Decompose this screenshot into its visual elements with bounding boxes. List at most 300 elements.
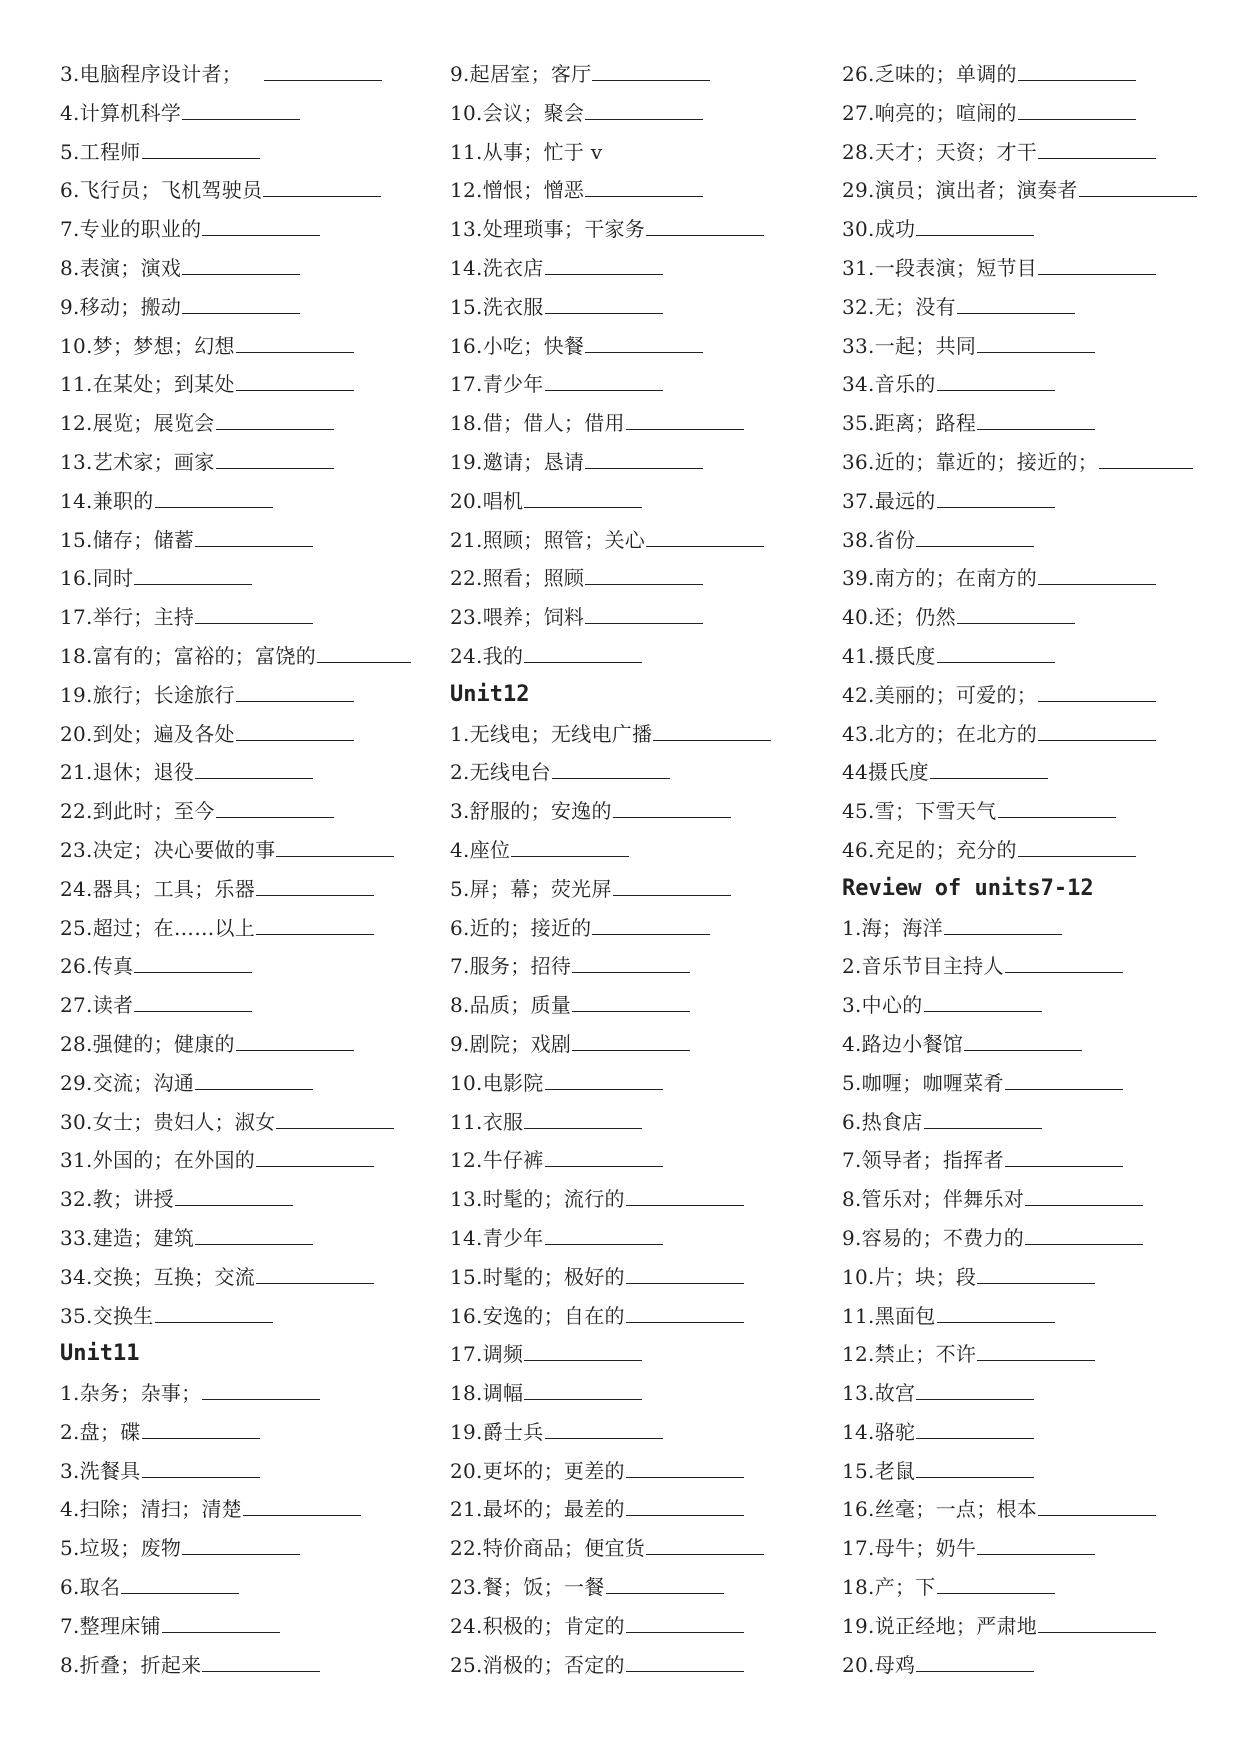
answer-blank[interactable] <box>1018 95 1136 120</box>
answer-blank[interactable] <box>202 211 320 236</box>
answer-blank[interactable] <box>1079 172 1197 197</box>
answer-blank[interactable] <box>964 1026 1082 1051</box>
vocab-prompt: 2.无线电台 <box>450 760 551 785</box>
vocab-prompt: 25.超过；在……以上 <box>60 915 256 940</box>
answer-blank[interactable] <box>626 1491 744 1516</box>
answer-blank[interactable] <box>916 1647 1034 1672</box>
vocab-prompt: 17.调频 <box>450 1342 524 1367</box>
vocab-prompt: 44摄氏度 <box>842 760 929 785</box>
vocab-item <box>450 1607 800 1646</box>
answer-blank[interactable] <box>1018 56 1136 81</box>
vocab-prompt: 14.骆驼 <box>842 1419 916 1444</box>
answer-blank[interactable] <box>236 677 354 702</box>
answer-blank[interactable] <box>916 522 1034 547</box>
vocab-item <box>60 1452 410 1491</box>
vocab-prompt: 16.丝毫；一点；根本 <box>842 1497 1038 1522</box>
vocab-item <box>450 1646 800 1685</box>
vocab-item <box>450 1103 800 1142</box>
vocab-item <box>842 1297 1202 1336</box>
section-heading: Review of units7-12 <box>842 875 1094 901</box>
vocab-item <box>60 210 410 249</box>
vocab-item <box>842 288 1202 327</box>
vocab-prompt: 24.器具；工具；乐器 <box>60 876 256 901</box>
answer-blank[interactable] <box>155 483 273 508</box>
vocab-item <box>450 947 800 986</box>
answer-blank[interactable] <box>195 1065 313 1090</box>
vocab-item <box>60 831 410 870</box>
vocab-item <box>842 1335 1202 1374</box>
vocab-prompt: 8.表演；演戏 <box>60 255 182 280</box>
answer-blank[interactable] <box>1018 832 1136 857</box>
answer-blank[interactable] <box>1005 1142 1123 1167</box>
answer-blank[interactable] <box>134 987 252 1012</box>
vocab-item <box>60 986 410 1025</box>
answer-blank[interactable] <box>264 56 382 81</box>
vocab-item <box>842 94 1202 133</box>
vocab-prompt: 13.处理琐事；干家务 <box>450 217 646 242</box>
vocab-item <box>842 947 1202 986</box>
answer-blank[interactable] <box>977 328 1095 353</box>
vocab-item <box>450 559 800 598</box>
vocab-prompt: 4.计算机科学 <box>60 100 182 125</box>
answer-blank[interactable] <box>545 366 663 391</box>
answer-blank[interactable] <box>1025 1220 1143 1245</box>
vocab-prompt: 29.演员；演出者；演奏者 <box>842 178 1078 203</box>
vocab-prompt: 6.飞行员；飞机驾驶员 <box>60 178 263 203</box>
answer-blank[interactable] <box>998 793 1116 818</box>
answer-blank[interactable] <box>202 1647 320 1672</box>
vocab-prompt: 26.乏味的；单调的 <box>842 62 1017 86</box>
answer-blank[interactable] <box>653 716 771 741</box>
vocab-prompt: 22.特价商品；便宜货 <box>450 1536 646 1561</box>
answer-blank[interactable] <box>626 1453 744 1478</box>
answer-blank[interactable] <box>626 405 744 430</box>
vocab-prompt: 12.展览；展览会 <box>60 411 215 436</box>
answer-blank[interactable] <box>182 289 300 314</box>
vocab-prompt: 14.洗衣店 <box>450 255 544 280</box>
answer-blank[interactable] <box>511 832 629 857</box>
answer-blank[interactable] <box>1038 134 1156 159</box>
vocab-item <box>450 1529 800 1568</box>
answer-blank[interactable] <box>585 599 703 624</box>
answer-blank[interactable] <box>613 871 731 896</box>
answer-blank[interactable] <box>162 1608 280 1633</box>
vocab-item <box>842 1452 1202 1491</box>
vocab-prompt: 43.北方的；在北方的 <box>842 721 1038 746</box>
vocab-item <box>60 482 410 521</box>
answer-blank[interactable] <box>545 289 663 314</box>
vocab-prompt: 18.产；下 <box>842 1575 936 1600</box>
vocab-item <box>842 1413 1202 1452</box>
answer-blank[interactable] <box>182 1530 300 1555</box>
vocab-item <box>60 288 410 327</box>
answer-blank[interactable] <box>1099 444 1193 469</box>
vocab-prompt: 1.海；海洋 <box>842 915 943 940</box>
vocab-item <box>60 404 410 443</box>
vocab-prompt: 3.洗餐具 <box>60 1458 141 1483</box>
vocab-item <box>60 1258 410 1297</box>
answer-blank[interactable] <box>256 871 374 896</box>
vocab-prompt: 23.决定；决心要做的事 <box>60 837 276 862</box>
answer-blank[interactable] <box>182 250 300 275</box>
vocab-prompt: 5.垃圾；废物 <box>60 1536 182 1561</box>
answer-blank[interactable] <box>613 793 731 818</box>
vocab-item <box>842 404 1202 443</box>
vocab-prompt: 34.音乐的 <box>842 372 936 397</box>
answer-blank[interactable] <box>236 716 354 741</box>
vocab-prompt: 13.时髦的；流行的 <box>450 1187 625 1212</box>
vocab-prompt: 1.无线电；无线电广播 <box>450 721 653 746</box>
answer-blank[interactable] <box>545 1142 663 1167</box>
vocab-item <box>450 249 800 288</box>
answer-blank[interactable] <box>524 1336 642 1361</box>
vocab-prompt: 2.盘；碟 <box>60 1419 141 1444</box>
answer-blank[interactable] <box>243 1491 361 1516</box>
vocab-prompt: 35.距离；路程 <box>842 411 977 436</box>
vocab-prompt: 22.到此时；至今 <box>60 799 215 824</box>
vocab-item <box>60 715 410 754</box>
vocab-item <box>842 1646 1202 1685</box>
column-left <box>60 55 410 1684</box>
answer-blank[interactable] <box>216 444 334 469</box>
answer-blank[interactable] <box>1038 716 1156 741</box>
answer-blank[interactable] <box>216 405 334 430</box>
vocab-item <box>60 443 410 482</box>
vocab-item <box>842 443 1202 482</box>
vocab-prompt: 4.路边小餐馆 <box>842 1031 964 1056</box>
vocab-item <box>450 1025 800 1064</box>
vocab-prompt: 10.电影院 <box>450 1070 544 1095</box>
answer-blank[interactable] <box>572 1026 690 1051</box>
vocab-item <box>450 753 800 792</box>
vocab-prompt: 19.爵士兵 <box>450 1419 544 1444</box>
vocab-item <box>60 365 410 404</box>
answer-blank[interactable] <box>1038 1491 1156 1516</box>
vocab-item <box>450 94 800 133</box>
vocab-prompt: 6.取名 <box>60 1575 121 1600</box>
vocab-item <box>842 637 1202 676</box>
vocab-prompt: 8.管乐对；伴舞乐对 <box>842 1187 1025 1212</box>
answer-blank[interactable] <box>195 599 313 624</box>
answer-blank[interactable] <box>276 1104 394 1129</box>
vocab-prompt: 8.品质；质量 <box>450 993 572 1018</box>
vocab-item <box>60 94 410 133</box>
vocab-item <box>842 133 1202 172</box>
vocab-prompt: 20.唱机 <box>450 488 524 513</box>
vocab-item <box>60 1646 410 1685</box>
vocab-item <box>842 1141 1202 1180</box>
answer-blank[interactable] <box>916 1414 1034 1439</box>
vocab-prompt: 4.座位 <box>450 837 511 862</box>
answer-blank[interactable] <box>256 1259 374 1284</box>
vocab-item <box>842 715 1202 754</box>
vocab-item <box>60 1607 410 1646</box>
answer-blank[interactable] <box>552 754 670 779</box>
answer-blank[interactable] <box>263 172 381 197</box>
answer-blank[interactable] <box>134 948 252 973</box>
answer-blank[interactable] <box>195 522 313 547</box>
answer-blank[interactable] <box>142 1453 260 1478</box>
answer-blank[interactable] <box>977 405 1095 430</box>
vocab-item <box>450 1180 800 1219</box>
vocab-prompt: 28.天才；天资；才干 <box>842 139 1038 164</box>
answer-blank[interactable] <box>957 599 1075 624</box>
vocab-item <box>60 1219 410 1258</box>
vocab-prompt: 6.近的；接近的 <box>450 915 592 940</box>
answer-blank[interactable] <box>175 1181 293 1206</box>
answer-blank[interactable] <box>524 638 642 663</box>
vocab-prompt: 33.建造；建筑 <box>60 1225 195 1250</box>
vocab-item <box>450 870 800 909</box>
vocab-item <box>450 288 800 327</box>
vocab-item <box>842 909 1202 948</box>
vocab-item <box>450 521 800 560</box>
answer-blank[interactable] <box>1025 1181 1143 1206</box>
answer-blank[interactable] <box>646 522 764 547</box>
vocab-prompt: 9.移动；搬动 <box>60 294 182 319</box>
vocab-item <box>842 792 1202 831</box>
vocab-item <box>60 909 410 948</box>
vocab-prompt: 32.教；讲授 <box>60 1187 174 1212</box>
vocab-item <box>842 1103 1202 1142</box>
vocab-prompt: 10.梦；梦想；幻想 <box>60 333 235 358</box>
vocab-item <box>842 753 1202 792</box>
answer-blank[interactable] <box>626 1608 744 1633</box>
answer-blank[interactable] <box>937 366 1055 391</box>
vocab-prompt: 31.一段表演；短节目 <box>842 255 1038 280</box>
vocab-item <box>450 637 800 676</box>
vocab-prompt: 10.会议；聚会 <box>450 100 585 125</box>
vocab-prompt: 40.还；仍然 <box>842 605 956 630</box>
vocab-item <box>450 171 800 210</box>
vocab-prompt: 30.女士；贵妇人；淑女 <box>60 1109 276 1134</box>
answer-blank[interactable] <box>1005 1065 1123 1090</box>
answer-blank[interactable] <box>916 1453 1034 1478</box>
answer-blank[interactable] <box>545 1414 663 1439</box>
answer-blank[interactable] <box>1038 1608 1156 1633</box>
vocab-prompt: 30.成功 <box>842 217 916 242</box>
answer-blank[interactable] <box>236 366 354 391</box>
answer-blank[interactable] <box>256 910 374 935</box>
vocab-prompt: 7.整理床铺 <box>60 1613 161 1638</box>
answer-blank[interactable] <box>585 328 703 353</box>
vocab-item <box>60 947 410 986</box>
vocab-item <box>842 1529 1202 1568</box>
vocab-prompt: 9.起居室；客厅 <box>450 62 592 86</box>
vocab-prompt: 26.传真 <box>60 954 134 979</box>
answer-blank[interactable] <box>592 56 710 81</box>
vocab-item <box>450 792 800 831</box>
vocab-prompt: 11.从事；忙于 v <box>450 139 603 164</box>
vocab-item <box>60 1413 410 1452</box>
vocab-prompt: 19.说正经地；严肃地 <box>842 1613 1038 1638</box>
vocab-prompt: 19.旅行；长途旅行 <box>60 682 235 707</box>
vocab-item <box>842 249 1202 288</box>
answer-blank[interactable] <box>606 1569 724 1594</box>
vocab-item <box>450 133 800 172</box>
answer-blank[interactable] <box>977 1336 1095 1361</box>
vocab-item <box>450 909 800 948</box>
answer-blank[interactable] <box>916 1375 1034 1400</box>
vocab-prompt: 15.老鼠 <box>842 1458 916 1483</box>
vocab-item <box>842 831 1202 870</box>
answer-blank[interactable] <box>585 444 703 469</box>
vocab-prompt: 19.邀请；恳请 <box>450 449 585 474</box>
answer-blank[interactable] <box>195 1220 313 1245</box>
vocab-prompt: 13.艺术家；画家 <box>60 449 215 474</box>
vocab-prompt: 34.交换；互换；交流 <box>60 1264 256 1289</box>
vocab-prompt: 10.片；块；段 <box>842 1264 977 1289</box>
vocab-item <box>450 327 800 366</box>
answer-blank[interactable] <box>626 1181 744 1206</box>
vocab-prompt: 15.储存；储蓄 <box>60 527 195 552</box>
vocab-item <box>450 986 800 1025</box>
vocab-prompt: 9.剧院；戏剧 <box>450 1031 572 1056</box>
answer-blank[interactable] <box>592 910 710 935</box>
answer-blank[interactable] <box>524 483 642 508</box>
vocab-prompt: 29.交流；沟通 <box>60 1070 195 1095</box>
answer-blank[interactable] <box>236 1026 354 1051</box>
answer-blank[interactable] <box>626 1259 744 1284</box>
vocab-item <box>60 753 410 792</box>
answer-blank[interactable] <box>1038 677 1156 702</box>
vocab-prompt: 13.故宫 <box>842 1381 916 1406</box>
vocab-prompt: 14.青少年 <box>450 1225 544 1250</box>
answer-blank[interactable] <box>545 1065 663 1090</box>
answer-blank[interactable] <box>1005 948 1123 973</box>
vocab-prompt: 12.禁止；不许 <box>842 1342 977 1367</box>
vocab-item <box>450 831 800 870</box>
vocab-item <box>842 1258 1202 1297</box>
vocab-prompt: 17.青少年 <box>450 372 544 397</box>
vocab-prompt: 9.容易的；不费力的 <box>842 1225 1025 1250</box>
vocab-item <box>60 1568 410 1607</box>
vocab-prompt: 21.退休；退役 <box>60 760 195 785</box>
answer-blank[interactable] <box>937 483 1055 508</box>
answer-blank[interactable] <box>142 134 260 159</box>
vocab-item <box>450 1413 800 1452</box>
vocab-prompt: 38.省份 <box>842 527 916 552</box>
vocab-prompt: 28.强健的；健康的 <box>60 1031 235 1056</box>
vocab-item <box>842 1219 1202 1258</box>
answer-blank[interactable] <box>944 910 1062 935</box>
answer-blank[interactable] <box>924 1104 1042 1129</box>
answer-blank[interactable] <box>155 1298 273 1323</box>
vocab-item <box>60 792 410 831</box>
vocab-prompt: 23.餐；饭；一餐 <box>450 1575 605 1600</box>
vocab-prompt: 45.雪；下雪天气 <box>842 799 997 824</box>
vocab-item <box>842 210 1202 249</box>
answer-blank[interactable] <box>202 1375 320 1400</box>
answer-blank[interactable] <box>957 289 1075 314</box>
vocab-prompt: 2.音乐节目主持人 <box>842 954 1004 979</box>
vocab-prompt: 5.屏；幕；荧光屏 <box>450 876 612 901</box>
vocab-prompt: 23.喂养；饲料 <box>450 605 585 630</box>
vocab-prompt: 35.交换生 <box>60 1303 154 1328</box>
vocab-prompt: 27.读者 <box>60 993 134 1018</box>
answer-blank[interactable] <box>134 560 252 585</box>
answer-blank[interactable] <box>572 987 690 1012</box>
answer-blank[interactable] <box>626 1647 744 1672</box>
answer-blank[interactable] <box>930 754 1048 779</box>
answer-blank[interactable] <box>182 95 300 120</box>
vocab-item <box>60 55 410 94</box>
vocab-item <box>450 715 800 754</box>
answer-blank[interactable] <box>524 1104 642 1129</box>
vocab-prompt: 17.母牛；奶牛 <box>842 1536 977 1561</box>
vocab-prompt: 3.舒服的；安逸的 <box>450 799 612 824</box>
vocab-item <box>842 1568 1202 1607</box>
vocab-item <box>450 598 800 637</box>
vocab-item <box>842 1025 1202 1064</box>
answer-blank[interactable] <box>256 1142 374 1167</box>
answer-blank[interactable] <box>585 172 703 197</box>
vocab-prompt: 24.积极的；肯定的 <box>450 1613 625 1638</box>
vocab-prompt: 21.最坏的；最差的 <box>450 1497 625 1522</box>
answer-blank[interactable] <box>121 1569 239 1594</box>
vocab-item <box>450 1219 800 1258</box>
vocab-item <box>60 1297 410 1336</box>
vocab-item <box>842 676 1202 715</box>
answer-blank[interactable] <box>317 638 411 663</box>
answer-blank[interactable] <box>142 1414 260 1439</box>
answer-blank[interactable] <box>585 95 703 120</box>
vocab-prompt: 7.专业的职业的 <box>60 217 202 242</box>
vocab-item <box>450 1064 800 1103</box>
answer-blank[interactable] <box>585 560 703 585</box>
vocab-prompt: 15.洗衣服 <box>450 294 544 319</box>
vocab-item <box>842 55 1202 94</box>
vocab-item <box>450 55 800 94</box>
answer-blank[interactable] <box>977 1259 1095 1284</box>
answer-blank[interactable] <box>195 754 313 779</box>
vocab-prompt: 11.在某处；到某处 <box>60 372 235 397</box>
vocab-item <box>60 327 410 366</box>
answer-blank[interactable] <box>524 1375 642 1400</box>
answer-blank[interactable] <box>937 638 1055 663</box>
vocab-item <box>450 1258 800 1297</box>
answer-blank[interactable] <box>937 1298 1055 1323</box>
answer-blank[interactable] <box>924 987 1042 1012</box>
answer-blank[interactable] <box>646 1530 764 1555</box>
vocab-prompt: 22.照看；照顾 <box>450 566 585 591</box>
answer-blank[interactable] <box>1038 560 1156 585</box>
answer-blank[interactable] <box>1038 250 1156 275</box>
vocab-item <box>842 365 1202 404</box>
answer-blank[interactable] <box>572 948 690 973</box>
vocab-item <box>60 637 410 676</box>
answer-blank[interactable] <box>646 211 764 236</box>
vocab-item <box>450 1335 800 1374</box>
answer-blank[interactable] <box>977 1530 1095 1555</box>
vocab-prompt: 16.小吃；快餐 <box>450 333 585 358</box>
vocab-prompt: 41.摄氏度 <box>842 643 936 668</box>
answer-blank[interactable] <box>276 832 394 857</box>
vocab-item <box>60 1529 410 1568</box>
answer-blank[interactable] <box>626 1298 744 1323</box>
answer-blank[interactable] <box>545 1220 663 1245</box>
vocab-prompt: 37.最远的 <box>842 488 936 513</box>
vocab-prompt: 11.黑面包 <box>842 1303 936 1328</box>
answer-blank[interactable] <box>937 1569 1055 1594</box>
answer-blank[interactable] <box>216 793 334 818</box>
answer-blank[interactable] <box>236 328 354 353</box>
vocab-item <box>450 1374 800 1413</box>
answer-blank[interactable] <box>916 211 1034 236</box>
vocab-prompt: 18.借；借人；借用 <box>450 411 625 436</box>
answer-blank[interactable] <box>545 250 663 275</box>
section-heading: Unit12 <box>450 681 530 707</box>
